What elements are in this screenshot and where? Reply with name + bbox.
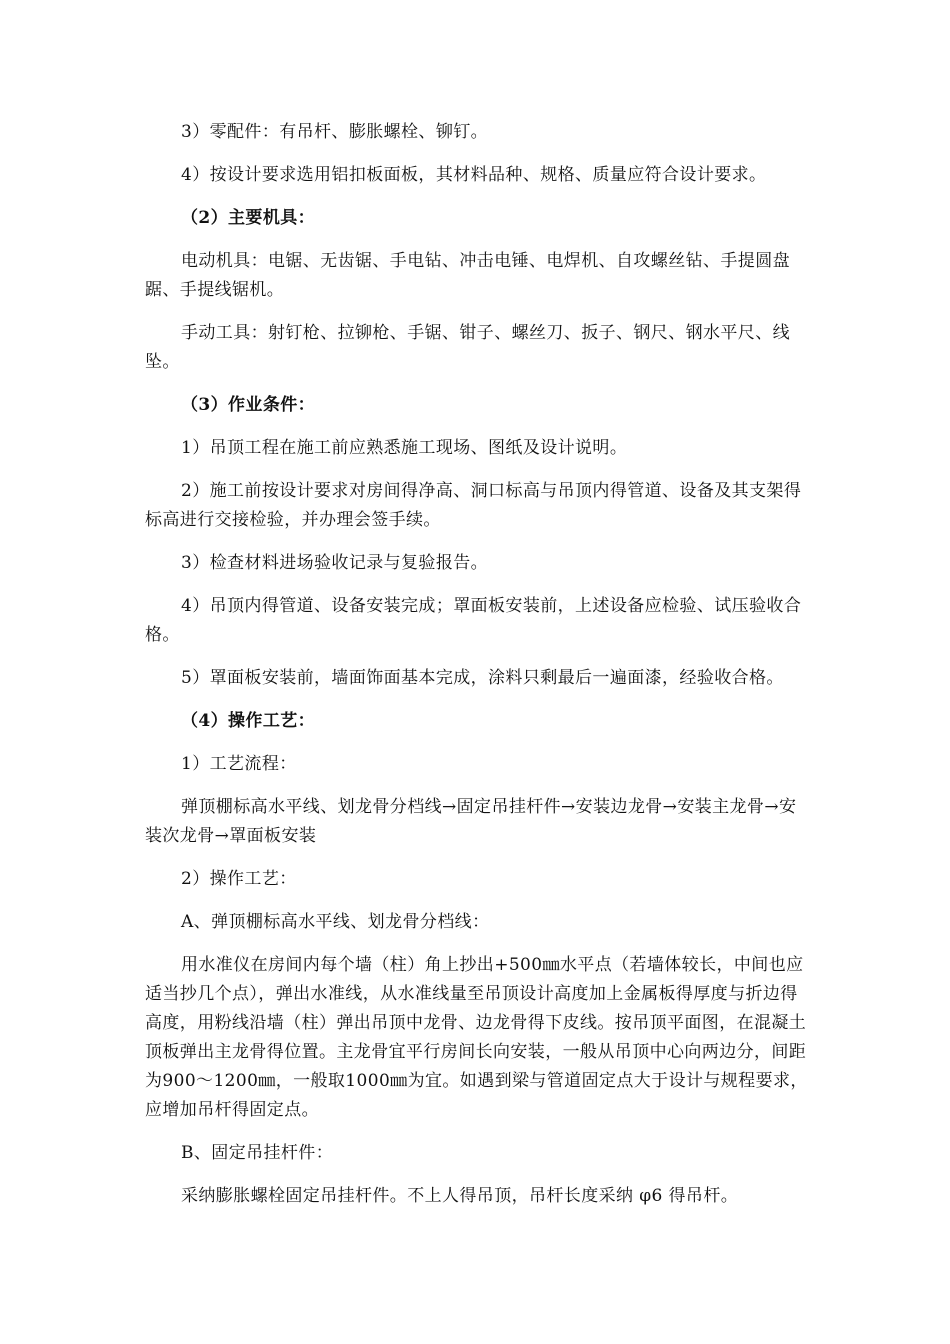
paragraph-hand-tools: 手动工具：射钉枪、拉铆枪、手锯、钳子、螺丝刀、扳子、钢尺、钢水平尺、线坠。	[145, 323, 790, 372]
paragraph-step-a-body: 用水准仪在房间内每个墙（柱）角上抄出+500㎜水平点（若墙体较长，中间也应适当抄几个点），弹出水准线，从水准线量至吊顶设计高度加上金属板得厚度与折边得高度，用粉线沿墙（柱）弹出吊顶中龙骨、边龙骨得下皮线。按吊顶平面图，在混凝土顶板弹出主龙骨得位置。主龙骨宜平行房间长向安装，一般从吊顶中心向两边分，间距为900～1200㎜，一般取1000㎜为宜。如遇到梁与管道固定点大于设计与规程要求，应增加吊杆得固定点。	[145, 955, 808, 1120]
section-heading-tools: （2）主要机具：	[181, 208, 316, 228]
paragraph-step-a-title: A、弹顶棚标高水平线、划龙骨分档线：	[181, 912, 490, 932]
paragraph-condition-5: 5）罩面板安装前，墙面饰面基本完成，涂料只剩最后一遍面漆，经验收合格。	[181, 668, 784, 688]
paragraph-panel-selection: 4）按设计要求选用铝扣板面板，其材料品种、规格、质量应符合设计要求。	[181, 165, 767, 185]
paragraph-power-tools: 电动机具：电锯、无齿锯、手电钻、冲击电锤、电焊机、自攻螺丝钻、手提圆盘踞、手提线锯机。	[145, 251, 790, 300]
paragraph-step-b-title: B、固定吊挂杆件：	[181, 1143, 334, 1163]
paragraph-operation-label: 2）操作工艺：	[181, 869, 297, 889]
paragraph-parts: 3）零配件：有吊杆、膨胀螺栓、铆钉。	[181, 122, 489, 142]
paragraph-condition-3: 3）检查材料进场验收记录与复验报告。	[181, 553, 489, 573]
section-heading-process: （4）操作工艺：	[181, 711, 316, 731]
paragraph-condition-4: 4）吊顶内得管道、设备安装完成；罩面板安装前，上述设备应检验、试压验收合格。	[145, 596, 802, 645]
paragraph-process-flow-label: 1）工艺流程：	[181, 754, 297, 774]
paragraph-condition-1: 1）吊顶工程在施工前应熟悉施工现场、图纸及设计说明。	[181, 438, 628, 458]
paragraph-process-flow: 弹顶棚标高水平线、划龙骨分档线→固定吊挂杆件→安装边龙骨→安装主龙骨→安装次龙骨→罩面板安装	[145, 797, 797, 846]
paragraph-step-b-body: 采纳膨胀螺栓固定吊挂杆件。不上人得吊顶，吊杆长度采纳 φ6 得吊杆。	[181, 1186, 739, 1206]
section-heading-work-conditions: （3）作业条件：	[181, 395, 316, 415]
document-body	[145, 118, 810, 1225]
paragraph-condition-2: 2）施工前按设计要求对房间得净高、洞口标高与吊顶内得管道、设备及其支架得标高进行交接检验，并办理会签手续。	[145, 481, 802, 530]
